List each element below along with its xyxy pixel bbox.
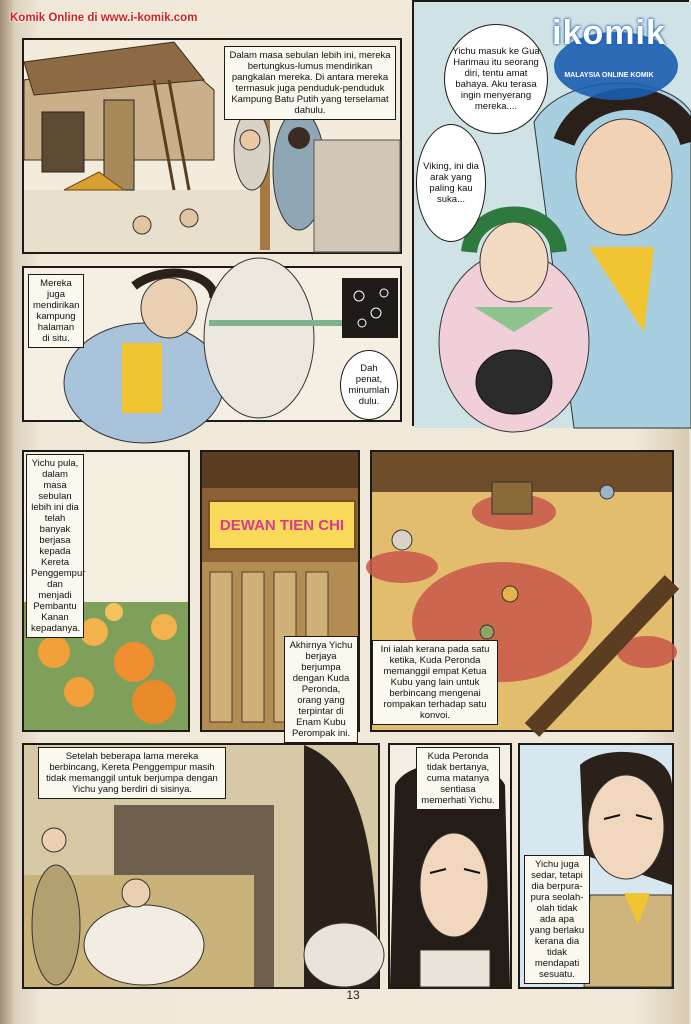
book-spine-shadow bbox=[0, 0, 14, 1024]
logo-subtitle: MALAYSIA ONLINE KOMIK bbox=[564, 72, 654, 79]
watermark-text: Komik Online di www.i-komik.com bbox=[10, 12, 198, 24]
panel-yichu-aware bbox=[518, 743, 674, 989]
caption-construction: Dalam masa sebulan lebih ini, mereka bertungkus-lumus mendirikan pangkalan mereka. Di antara mereka termasuk juga penduduk-penduduk Kampung Batu Putih yang terselamat dahulu. bbox=[224, 46, 396, 120]
panel-meeting-hall bbox=[370, 450, 674, 732]
speech-bubble-drink: Dah penat, minumlah dulu. bbox=[340, 350, 398, 420]
hall-signboard: DEWAN TIEN CHI bbox=[208, 500, 356, 550]
page-number: 13 bbox=[346, 988, 360, 1002]
panel-construction bbox=[22, 38, 402, 254]
caption-convoy-meeting: Ini ialah kerana pada satu ketika, Kuda Peronda memanggil empat Ketua Kubu yang lain untuk berbincang mengenai rompakan terhadap satu konvoi. bbox=[372, 640, 498, 725]
caption-no-summon: Setelah beberapa lama mereka berbincang, Kereta Penggempur masih tidak memanggil untuk berjumpa dengan Yichu yang berdiri di sisinya. bbox=[38, 747, 226, 799]
logo-wordmark: ikomik bbox=[552, 14, 666, 52]
site-logo bbox=[536, 14, 682, 102]
caption-village: Mereka juga mendirikan kampung halaman di situ. bbox=[28, 274, 84, 348]
panel-council bbox=[22, 743, 380, 989]
panel-flowers bbox=[22, 450, 190, 732]
caption-kuda-peronda: Akhirnya Yichu berjaya berjumpa dengan Kuda Peronda, orang yang terpintar di Enam Kubu Perompak ini. bbox=[284, 636, 358, 743]
panel-drink-offer bbox=[22, 266, 402, 422]
panel-kuda-peronda-closeup bbox=[388, 743, 512, 989]
caption-watching-yichu: Kuda Peronda tidak bertanya, cuma matanya sentiasa memerhati Yichu. bbox=[416, 747, 500, 810]
caption-yichu-pretends: Yichu juga sedar, tetapi dia berpura-pura seolah-olah tidak ada apa yang berlaku kerana dia tidak mendapati sesuatu. bbox=[524, 855, 590, 984]
speech-bubble-yichu: Yichu masuk ke Gua Harimau itu seorang diri, tentu amat bahaya. Aku terasa ingin menyerang mereka.... bbox=[444, 24, 548, 134]
caption-yichu-service: Yichu pula, dalam masa sebulan lebih ini dia telah banyak berjasa kepada Kereta Penggempur dan menjadi Pembantu Kanan kepadanya. bbox=[26, 454, 84, 638]
panel-hall-exterior bbox=[200, 450, 360, 739]
speech-bubble-viking: Viking, ini dia arak yang paling kau suka... bbox=[416, 124, 486, 242]
